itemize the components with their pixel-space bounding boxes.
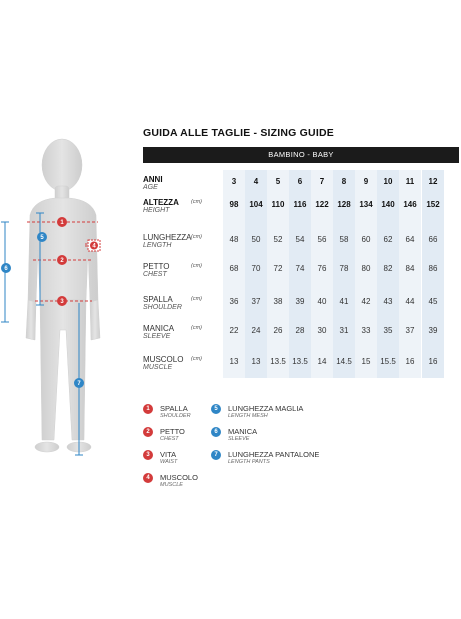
table-cell: 146 — [403, 200, 417, 209]
table-cell: 52 — [273, 235, 283, 244]
table-cell: 3 — [231, 177, 237, 186]
unit-label: (cm) — [191, 234, 202, 240]
row-label: ANNI — [143, 175, 163, 184]
legend-number-badge: 2 — [143, 427, 153, 437]
row-sublabel: HEIGHT — [143, 207, 170, 214]
table-cell: 56 — [317, 235, 327, 244]
table-cell: 64 — [405, 235, 415, 244]
table-cell: 7 — [319, 177, 325, 186]
legend-sublabel: CHEST — [160, 436, 179, 442]
table-cell: 80 — [361, 264, 371, 273]
table-cell: 42 — [361, 297, 371, 306]
table-cell: 24 — [251, 326, 261, 335]
category-header: BAMBINO - BABY — [143, 147, 459, 163]
unit-label: (cm) — [191, 296, 202, 302]
row-sublabel: SLEEVE — [143, 333, 171, 340]
svg-text:3: 3 — [60, 299, 64, 305]
table-cell: 84 — [405, 264, 415, 273]
legend-label: LUNGHEZZA PANTALONE — [228, 450, 320, 459]
table-cell: 4 — [253, 177, 259, 186]
child-silhouette-figure — [0, 130, 130, 480]
table-cell: 45 — [428, 297, 438, 306]
table-cell: 15.5 — [380, 357, 396, 366]
table-cell: 38 — [273, 297, 283, 306]
table-cell: 70 — [251, 264, 261, 273]
table-cell: 76 — [317, 264, 327, 273]
marker-6 — [1, 263, 11, 273]
table-cell: 110 — [271, 200, 285, 209]
table-cell: 26 — [273, 326, 283, 335]
table-cell: 16 — [428, 357, 438, 366]
table-row — [143, 262, 459, 284]
table-cell: 9 — [363, 177, 369, 186]
marker-7 — [74, 378, 84, 388]
unit-label: (cm) — [191, 356, 202, 362]
marker-3 — [57, 296, 67, 306]
table-cell: 72 — [273, 264, 283, 273]
legend-sublabel: MUSCLE — [160, 482, 183, 488]
row-sublabel: LENGTH — [143, 242, 172, 249]
marker-2 — [57, 255, 67, 265]
page-title: GUIDA ALLE TAGLIE - SIZING GUIDE — [143, 127, 334, 139]
svg-text:6: 6 — [4, 266, 8, 272]
table-cell: 74 — [295, 264, 305, 273]
table-cell: 58 — [339, 235, 349, 244]
row-label: PETTO — [143, 262, 170, 271]
svg-text:5: 5 — [40, 235, 44, 241]
legend-number-badge: 4 — [143, 473, 153, 483]
table-cell: 128 — [337, 200, 351, 209]
table-cell: 16 — [405, 357, 415, 366]
table-cell: 28 — [295, 326, 305, 335]
legend-sublabel: SLEEVE — [228, 436, 250, 442]
table-cell: 41 — [339, 297, 349, 306]
table-cell: 13.5 — [270, 357, 286, 366]
table-cell: 13 — [251, 357, 261, 366]
row-sublabel: AGE — [143, 184, 158, 191]
table-cell: 39 — [295, 297, 305, 306]
legend-label: SPALLA — [160, 404, 188, 413]
table-cell: 8 — [341, 177, 347, 186]
marker-4 — [88, 240, 100, 251]
table-cell: 78 — [339, 264, 349, 273]
legend-number-badge: 6 — [211, 427, 221, 437]
table-cell: 13 — [229, 357, 239, 366]
table-cell: 50 — [251, 235, 261, 244]
legend-sublabel: WAIST — [160, 459, 178, 465]
table-cell: 48 — [229, 235, 239, 244]
row-label: LUNGHEZZA — [143, 233, 192, 242]
row-label: MUSCOLO — [143, 355, 184, 364]
row-sublabel: MUSCLE — [143, 364, 173, 371]
legend-label: VITA — [160, 450, 177, 459]
table-cell: 82 — [383, 264, 393, 273]
table-cell: 5 — [275, 177, 281, 186]
legend-number-badge: 5 — [211, 404, 221, 414]
legend-sublabel: LENGTH PANTS — [228, 459, 270, 465]
table-cell: 31 — [339, 326, 349, 335]
table-row — [143, 175, 459, 197]
row-label: MANICA — [143, 324, 175, 333]
table-cell: 98 — [229, 200, 239, 209]
table-cell: 152 — [426, 200, 440, 209]
table-cell: 35 — [383, 326, 393, 335]
table-row — [143, 324, 459, 346]
table-cell: 86 — [428, 264, 438, 273]
table-cell: 14.5 — [336, 357, 352, 366]
body-shape — [26, 139, 100, 452]
table-cell: 33 — [361, 326, 371, 335]
table-cell: 134 — [359, 200, 373, 209]
unit-label: (cm) — [191, 325, 202, 331]
table-row — [143, 355, 459, 377]
svg-text:2: 2 — [60, 258, 64, 264]
unit-label: (cm) — [191, 263, 202, 269]
legend-label: PETTO — [160, 427, 185, 436]
row-sublabel: SHOULDER — [143, 304, 182, 311]
legend-label: MUSCOLO — [160, 473, 198, 482]
table-cell: 14 — [317, 357, 327, 366]
table-cell: 104 — [249, 200, 263, 209]
row-sublabel: CHEST — [143, 271, 167, 278]
marker-5 — [37, 232, 47, 242]
table-cell: 44 — [405, 297, 415, 306]
svg-text:4: 4 — [92, 243, 96, 250]
table-cell: 30 — [317, 326, 327, 335]
measurement-legend — [143, 404, 383, 494]
table-cell: 68 — [229, 264, 239, 273]
marker-1 — [57, 217, 67, 227]
legend-label: LUNGHEZZA MAGLIA — [228, 404, 304, 413]
table-cell: 122 — [315, 200, 329, 209]
legend-number-badge: 1 — [143, 404, 153, 414]
svg-text:1: 1 — [60, 220, 64, 226]
table-cell: 60 — [361, 235, 371, 244]
table-cell: 12 — [428, 177, 438, 186]
table-cell: 36 — [229, 297, 239, 306]
svg-text:7: 7 — [77, 381, 81, 387]
table-cell: 54 — [295, 235, 305, 244]
table-cell: 66 — [428, 235, 438, 244]
legend-number-badge: 3 — [143, 450, 153, 460]
table-cell: 39 — [428, 326, 438, 335]
table-cell: 37 — [251, 297, 261, 306]
unit-label: (cm) — [191, 199, 202, 205]
legend-label: MANICA — [228, 427, 258, 436]
row-label: ALTEZZA — [143, 198, 179, 207]
legend-number-badge: 7 — [211, 450, 221, 460]
table-cell: 11 — [405, 177, 415, 186]
table-cell: 15 — [361, 357, 371, 366]
table-cell: 40 — [317, 297, 327, 306]
table-cell: 140 — [381, 200, 395, 209]
legend-sublabel: SHOULDER — [160, 413, 191, 419]
table-cell: 10 — [383, 177, 393, 186]
table-cell: 62 — [383, 235, 393, 244]
table-cell: 13.5 — [292, 357, 308, 366]
row-label: SPALLA — [143, 295, 173, 304]
table-row — [143, 295, 459, 317]
table-cell: 43 — [383, 297, 393, 306]
table-cell: 6 — [297, 177, 303, 186]
table-cell: 116 — [293, 200, 307, 209]
table-row — [143, 198, 459, 220]
table-cell: 37 — [405, 326, 415, 335]
table-row — [143, 233, 459, 255]
legend-sublabel: LENGTH MESH — [228, 413, 268, 419]
table-cell: 22 — [229, 326, 239, 335]
